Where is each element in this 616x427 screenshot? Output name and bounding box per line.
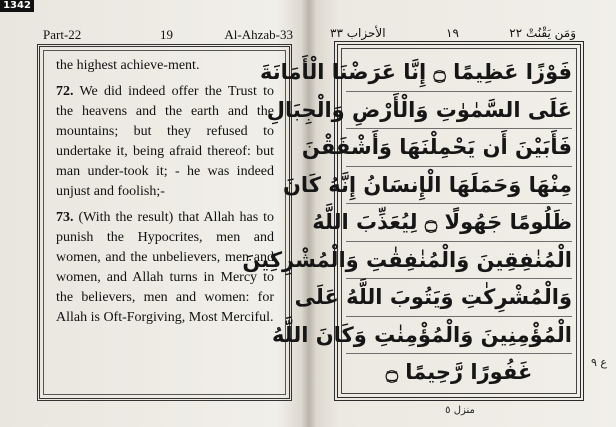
verse-73-number: 73.	[56, 210, 74, 225]
arabic-line: مِنْهَا وَحَمَلَهَا الْإِنسَانُ إِنَّهُ كَانَ	[346, 167, 572, 205]
verse-72	[56, 82, 274, 202]
verse-73-text: (With the result) that Allah has to punish the Hypocrites, men and women, and the unbelievers, men and women, and Allah turns in Mercy to the believers, men and women: for Allah is Oft-Forgiving, Most Merciful.	[56, 210, 274, 325]
translation-text	[56, 56, 274, 396]
left-page-header	[43, 27, 293, 43]
arabic-line: الْمُؤْمِنِينَ وَالْمُؤْمِنٰتِ وَكَانَ اللَّهُ	[346, 317, 572, 355]
arabic-line: فَأَبَيْنَ أَن يَحْمِلْنَهَا وَأَشْفَقْنَ	[346, 129, 572, 167]
left-page-number: 19	[160, 27, 173, 42]
verse-72-number: 72.	[56, 84, 74, 99]
scan-number-tag: 1342	[0, 0, 34, 12]
ruku-margin-mark: ع ٩	[591, 356, 607, 369]
manzil-footer-mark: منزل ٥	[445, 405, 475, 416]
arabic-line: فَوْزًا عَظِيمًا ۝ إِنَّا عَرَضْنَا الْأَمَانَةَ	[346, 54, 572, 92]
arabic-line: الْمُنٰفِقِينَ وَالْمُنٰفِقٰتِ وَالْمُشْرِكِينَ	[346, 242, 572, 280]
arabic-line: ظَلُومًا جَهُولًا ۝ لِيُعَذِّبَ اللَّهُ	[346, 204, 572, 242]
verse-73	[56, 208, 274, 328]
right-page-number: ١٩	[446, 26, 459, 40]
verse-72-text: We did indeed offer the Trust to the heavens and the earth and the mountains; but they refused to undertake it, being afraid thereof: but man under-took it; - he was indeed unjust and foolish;-	[56, 84, 275, 199]
continuation-text: the highest achieve-ment.	[56, 58, 200, 73]
arabic-line: وَالْمُشْرِكٰتِ وَيَتُوبَ اللَّهُ عَلَى	[346, 279, 572, 317]
arabic-line: غَفُورًا رَّحِيمًا ۝	[385, 360, 533, 384]
right-page-header	[330, 25, 580, 41]
arabic-line: عَلَى السَّمٰوٰتِ وَالْأَرْضِ وَالْجِبَالِ	[346, 92, 572, 130]
arabic-text-block	[242, 54, 572, 394]
surah-label: Al-Ahzab-33	[224, 27, 293, 42]
juz-label: وَمَن يَقْنُتْ ٢٢	[509, 26, 576, 40]
arabic-surah-label: الأحزاب ٣٣	[330, 26, 386, 40]
part-label: Part-22	[43, 27, 82, 42]
